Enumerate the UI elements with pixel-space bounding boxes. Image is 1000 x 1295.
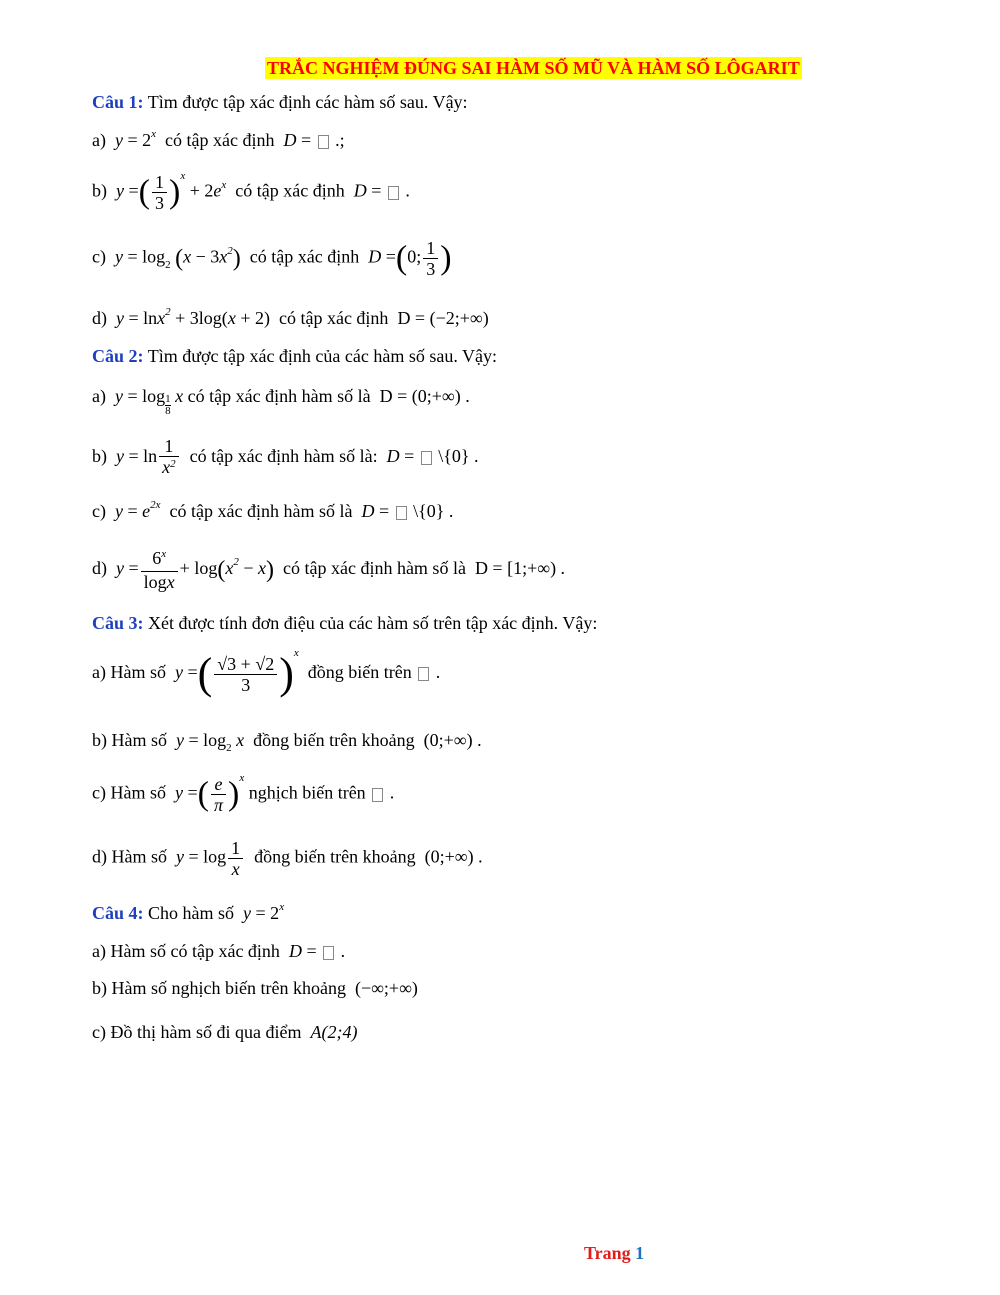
question-3-text: Xét được tính đơn điệu của các hàm số trên tập xác định. Vậy: — [148, 613, 598, 633]
option-text: có tập xác định — [235, 180, 345, 201]
question-2-stem — [92, 346, 497, 367]
page-number: 1 — [635, 1243, 645, 1263]
domain: D = (−2;+∞) — [397, 308, 489, 328]
q2-option-c: c) $y = e^{2x}$ có tập xác định hàm số là D = \{0} . — [92, 499, 454, 521]
interval: (−∞;+∞) — [354, 978, 418, 998]
q1-option-d: d) y = lnx$^2$ + 3log(x + 2) có tập xác định D = (−2;+∞) — [92, 306, 489, 328]
option-text: đồng biến trên khoảng — [254, 846, 416, 867]
question-2-text: Tìm được tập xác định của các hàm số sau. Vậy: — [147, 346, 498, 366]
q2-option-d: d) y = $\frac{6^x}{\log x}$ + $\log(x^2 - x)$ có tập xác định hàm số là D = [1;+∞) . — [92, 548, 566, 592]
domain: \{0} . — [438, 446, 479, 467]
set-symbol-icon — [372, 788, 383, 802]
q2-option-b: b) y = ln $\frac{1}{x^2}$ có tập xác định hàm số là: D = \{0} . — [92, 436, 479, 477]
page-footer — [584, 1243, 644, 1264]
option-text: nghịch biến trên — [248, 782, 366, 803]
domain: D = (0;+∞) . — [379, 386, 470, 406]
question-3-label: Câu 3: — [92, 613, 144, 633]
question-1-label: Câu 1: — [92, 92, 144, 112]
option-label: d) — [92, 308, 107, 328]
option-text: a) Hàm số có tập xác định — [92, 941, 280, 961]
option-end: . — [389, 782, 395, 803]
q4-option-c — [92, 1022, 357, 1043]
interval: (0;+∞) . — [424, 846, 483, 867]
q2-option-a: a) y = log $\frac{1}{8}$ x có tập xác định hàm số là D = (0;+∞) . — [92, 386, 470, 417]
q3-option-d: d) Hàm số y = log $\frac{1}{x}$ đồng biến trên khoảng (0;+∞) . — [92, 838, 483, 879]
option-end: . — [340, 941, 346, 961]
set-symbol-icon — [421, 451, 432, 465]
option-label: b) Hàm số — [92, 730, 167, 750]
option-label: d) Hàm số — [92, 846, 167, 867]
question-1-stem — [92, 92, 468, 113]
q3-option-b: b) Hàm số $y = \log_2 x$ đồng biến trên khoảng (0;+∞) . — [92, 730, 482, 754]
option-text: có tập xác định hàm số là — [187, 386, 371, 406]
footer-word: Trang — [584, 1243, 631, 1263]
question-1-text: Tìm được tập xác định các hàm số sau. Vậy: — [147, 92, 468, 112]
set-symbol-icon — [388, 186, 399, 200]
set-symbol-icon — [418, 667, 429, 681]
q3-option-a: a) Hàm số y =( $\frac{√3 + √2}{3}$ )$^x$ đồng biến trên . — [92, 647, 441, 698]
option-label: b) — [92, 180, 107, 201]
set-symbol-icon — [323, 946, 334, 960]
question-4-label: Câu 4: — [92, 903, 144, 923]
q1-option-b: b) y =( $\frac{1}{3}$ )$^x + 2e^x$ có tập xác định D = . — [92, 169, 410, 213]
q4-option-a: a) Hàm số có tập xác định D = . — [92, 941, 346, 961]
option-label: c) — [92, 501, 106, 521]
q1-option-a: a) $y = 2^x$ có tập xác định D = .; — [92, 128, 345, 150]
option-label: c) Hàm số — [92, 782, 166, 803]
option-text: có tập xác định — [278, 308, 389, 328]
question-4-stem: Câu 4: Cho hàm số $y = 2^x$ — [92, 901, 285, 923]
option-label: c) — [92, 246, 106, 267]
option-text: đồng biến trên — [307, 662, 412, 683]
option-text: c) Đồ thị hàm số đi qua điểm — [92, 1022, 302, 1042]
q4-option-b — [92, 978, 418, 999]
q3-option-c: c) Hàm số y =( $\frac{e}{\pi}$ )$^x$ nghịch biến trên . — [92, 771, 395, 815]
question-3-stem — [92, 613, 597, 634]
option-text: đồng biến trên khoảng — [253, 730, 415, 750]
page-title: TRẮC NGHIỆM ĐÚNG SAI HÀM SỐ MŨ VÀ HÀM SỐ LÔGARIT — [267, 58, 800, 78]
option-end: . — [405, 180, 410, 201]
set-symbol-icon — [318, 135, 329, 149]
option-label: d) — [92, 558, 107, 579]
option-label: a) Hàm số — [92, 662, 166, 683]
formula: y — [114, 130, 123, 150]
interval: (0;+∞) . — [423, 730, 482, 750]
option-label: b) — [92, 446, 107, 467]
option-end: . — [435, 662, 441, 683]
option-text: có tập xác định hàm số là: — [189, 446, 378, 467]
q1-option-c: c) $y = \log_2 (x - 3x^2)$ có tập xác định D =(0; $\frac{1}{3}$ ) — [92, 238, 452, 279]
option-text: có tập xác định hàm số là — [282, 558, 466, 579]
question-4-text: Cho hàm số — [148, 903, 235, 923]
set-symbol-icon — [396, 506, 407, 520]
option-text: có tập xác định — [249, 246, 360, 267]
option-text: có tập xác định — [165, 130, 275, 150]
question-2-label: Câu 2: — [92, 346, 144, 366]
point: A(2;4) — [310, 1022, 358, 1042]
option-label: a) — [92, 130, 106, 150]
domain: \{0} . — [413, 501, 454, 521]
option-text: có tập xác định hàm số là — [169, 501, 353, 521]
domain: D = [1;+∞) . — [474, 558, 566, 579]
option-text: b) Hàm số nghịch biến trên khoảng — [92, 978, 346, 998]
option-label: a) — [92, 386, 106, 406]
option-end: .; — [335, 130, 345, 150]
